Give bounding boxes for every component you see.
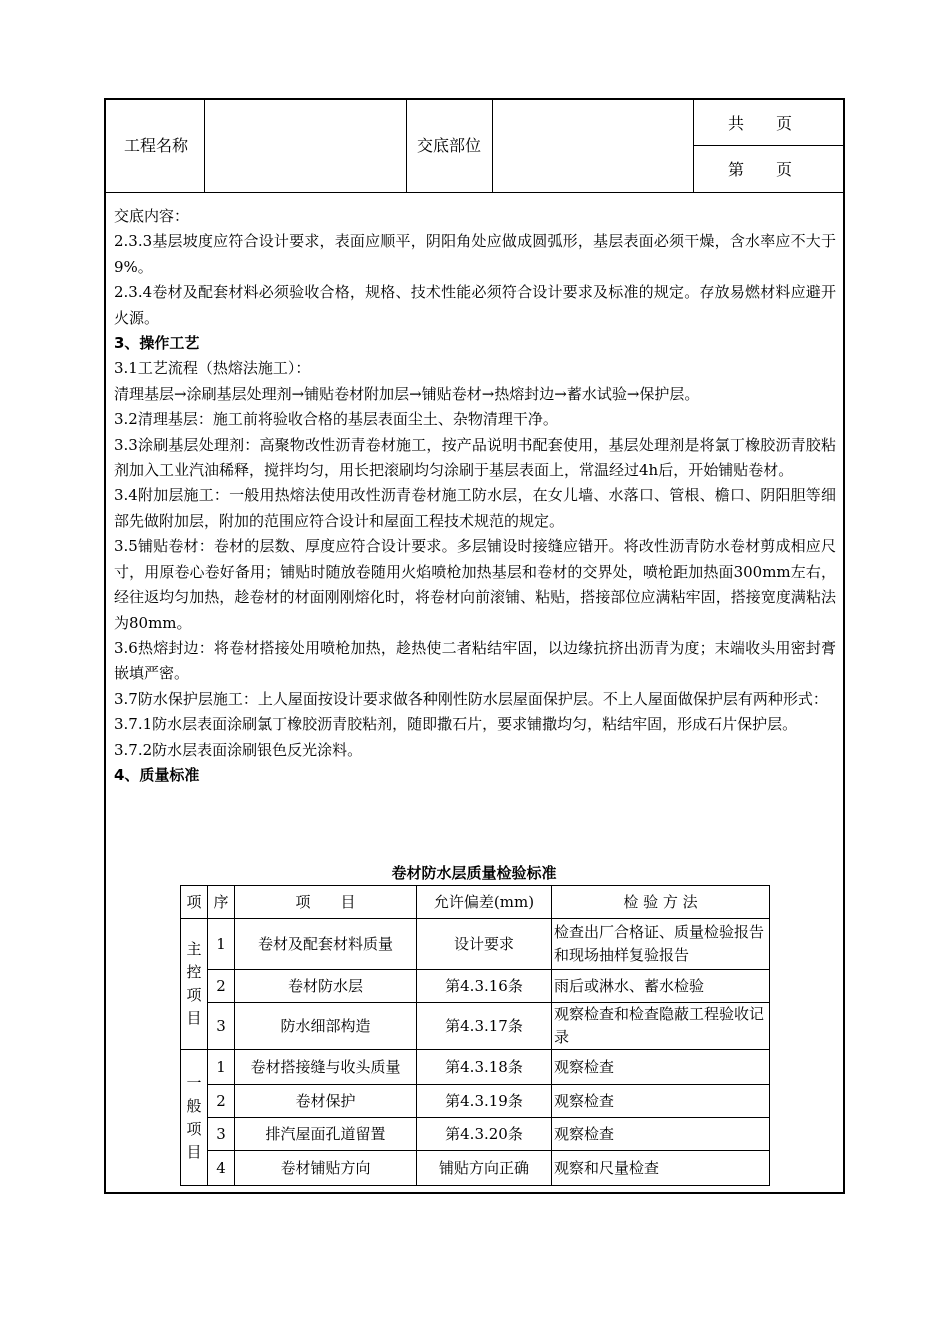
row-number: 1 <box>208 1050 235 1085</box>
row-tolerance: 第4.3.17条 <box>417 1003 552 1050</box>
row-method: 观察检查 <box>552 1118 770 1151</box>
row-number: 4 <box>208 1151 235 1186</box>
row-item: 卷材搭接缝与收头质量 <box>235 1050 417 1085</box>
paragraph: 3.4附加层施工：一般用热熔法使用改性沥青卷材施工防水层，在女儿墙、水落口、管根、檐口、阴阳胆等细部先做附加层，附加的范围应符合设计和屋面工程技术规范的规定。 <box>114 486 836 530</box>
row-item: 排汽屋面孔道留置 <box>235 1118 417 1151</box>
paragraph: 3.3涂刷基层处理剂：高聚物改性沥青卷材施工，按产品说明书配套使用，基层处理剂是将氯丁橡胶沥青胶粘剂加入工业汽油稀释，搅拌均匀，用长把滚刷均匀涂刷于基层表面上，常温经过4h后，开始铺贴卷材。 <box>114 435 836 480</box>
paragraph: 3.7.1防水层表面涂刷氯丁橡胶沥青胶粘剂，随即撒石片，要求铺撒均匀，粘结牢固，形成石片保护层。 <box>114 715 798 734</box>
header-divider <box>693 100 694 192</box>
quality-table <box>180 885 770 1186</box>
table-row <box>181 1085 770 1118</box>
row-number: 2 <box>208 1085 235 1118</box>
content-label: 交底内容： <box>114 207 190 225</box>
form-header <box>106 100 843 193</box>
part-label: 交底部位 <box>417 136 482 155</box>
main-control-group-label: 主 控 项 目 <box>186 940 202 1027</box>
header-divider <box>406 100 407 192</box>
section-heading: 4、质量标准 <box>114 765 200 784</box>
header-cell: 检 验 方 法 <box>552 886 770 919</box>
table-row <box>181 1003 770 1050</box>
header-cell: 允许偏差(mm) <box>417 886 552 919</box>
row-tolerance: 第4.3.18条 <box>417 1050 552 1085</box>
row-item: 卷材及配套材料质量 <box>235 919 417 970</box>
section-heading: 3、操作工艺 <box>114 334 200 353</box>
table-header-row <box>181 886 770 919</box>
row-item: 卷材防水层 <box>235 970 417 1003</box>
paragraph: 2.3.3基层坡度应符合设计要求，表面应顺平，阴阳角处应做成圆弧形，基层表面必须干燥，含水率应不大于9%。 <box>114 232 836 276</box>
paragraph: 3.2清理基层：施工前将验收合格的基层表面尘土、杂物清理干净。 <box>114 410 558 429</box>
table-row <box>181 919 770 970</box>
row-method: 观察检查 <box>552 1085 770 1118</box>
paragraph: 3.1工艺流程（热熔法施工）： <box>114 359 311 378</box>
paragraph: 清理基层→涂刷基层处理剂→铺贴卷材附加层→铺贴卷材→热熔封边→蓄水试验→保护层。 <box>114 384 700 403</box>
row-number: 1 <box>208 919 235 970</box>
paragraph-list <box>114 229 836 788</box>
table-row <box>181 1118 770 1151</box>
paragraph: 3.7.2防水层表面涂刷银色反光涂料。 <box>114 740 363 759</box>
row-number: 2 <box>208 970 235 1003</box>
header-cell: 序 <box>208 886 235 919</box>
paragraph: 3.5铺贴卷材：卷材的层数、厚度应符合设计要求。多层铺设时接缝应错开。将改性沥青防水卷材剪成相应尺寸，用原卷心卷好备用；铺贴时随放卷随用火焰喷枪加热基层和卷材的交界处，喷枪距加热面300mm左右，经往返均匀加热，趁卷材的材面刚刚熔化时，将卷材向前滚铺、粘贴，搭接部位应满粘牢固，搭接宽度满粘法为80mm。 <box>114 537 836 632</box>
table-title: 卷材防水层质量检验标准 <box>391 864 557 882</box>
main-control-group <box>181 919 208 1050</box>
general-group-label: 一 般 项 目 <box>186 1073 202 1161</box>
row-tolerance: 铺贴方向正确 <box>417 1151 552 1186</box>
row-method: 雨后或淋水、蓄水检验 <box>552 970 770 1003</box>
row-number: 3 <box>208 1118 235 1151</box>
row-method: 检查出厂合格证、质量检验报告和现场抽样复验报告 <box>552 919 770 970</box>
row-item: 卷材保护 <box>235 1085 417 1118</box>
general-group <box>181 1050 208 1186</box>
row-method: 观察检查 <box>552 1050 770 1085</box>
row-item: 防水细部构造 <box>235 1003 417 1050</box>
table-row <box>181 1050 770 1085</box>
row-method: 观察和尺量检查 <box>552 1151 770 1186</box>
paragraph: 3.7防水保护层施工：上人屋面按设计要求做各种刚性防水层屋面保护层。不上人屋面做保护层有两种形式： <box>114 689 828 708</box>
project-name-label: 工程名称 <box>124 136 189 155</box>
header-cell: 项 <box>181 886 208 919</box>
header-divider <box>693 145 845 146</box>
paragraph: 3.6热熔封边：将卷材搭接处用喷枪加热，趁热使二者粘结牢固，以边缘抗挤出沥青为度；末端收头用密封膏嵌填严密。 <box>114 638 836 683</box>
row-method: 观察检查和检查隐蔽工程验收记录 <box>552 1003 770 1050</box>
row-number: 3 <box>208 1003 235 1050</box>
paragraph: 2.3.4卷材及配套材料必须验收合格，规格、技术性能必须符合设计要求及标准的规定。存放易燃材料应避开火源。 <box>114 283 836 327</box>
total-pages-label: 共 页 <box>728 114 793 133</box>
row-item: 卷材铺贴方向 <box>235 1151 417 1186</box>
row-tolerance: 第4.3.19条 <box>417 1085 552 1118</box>
row-tolerance: 第4.3.20条 <box>417 1118 552 1151</box>
table-row <box>181 970 770 1003</box>
content-body <box>114 204 836 788</box>
page-number-label: 第 页 <box>728 160 793 179</box>
header-divider <box>492 100 493 192</box>
table-row <box>181 1151 770 1186</box>
row-tolerance: 第4.3.16条 <box>417 970 552 1003</box>
header-divider <box>204 100 205 192</box>
header-cell: 项 目 <box>235 886 417 919</box>
row-tolerance: 设计要求 <box>417 919 552 970</box>
